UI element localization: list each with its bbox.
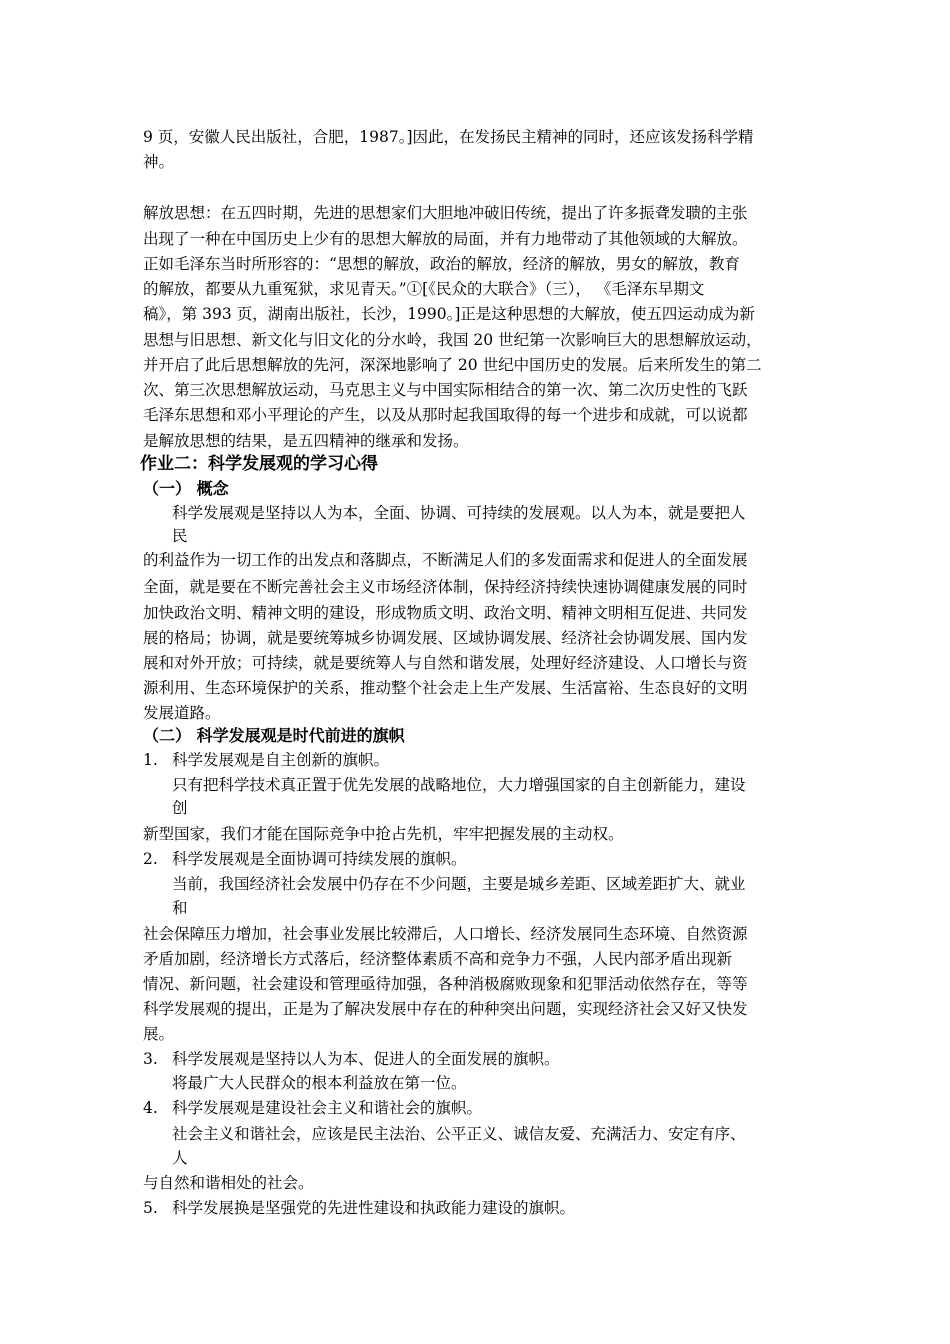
text-line: 矛盾加剧，经济增长方式落后，经济整体素质不高和竞争力不强，人民内部矛盾出现新 (143, 950, 733, 968)
text-line: 将最广大人民群众的根本利益放在第一位。 (172, 1074, 467, 1092)
text-line: 社会主义和谐社会，应该是民主法治、公平正义、诚信友爱、充满活力、安定有序、 (172, 1125, 746, 1143)
text-line: 源利用、生态环境保护的关系，推动整个社会走上生产发展、生活富裕、生态良好的文明 (143, 679, 748, 697)
text-line: 是解放思想的结果，是五四精神的继承和发扬。 (143, 432, 469, 450)
assignment-heading: 作业二：科学发展观的学习心得 (140, 454, 378, 474)
text-line: 加快政治文明、精神文明的建设，形成物质文明、政治文明、精神文明相互促进、共同发 (143, 604, 748, 622)
list-number: 5. (143, 1199, 158, 1217)
list-number: 2. (143, 850, 158, 868)
text-line: 发展道路。 (143, 704, 221, 722)
text-line: 全面，就是要在不断完善社会主义市场经济体制，保持经济持续快速协调健康发展的同时 (143, 578, 748, 596)
text-line: 思想与旧思想、新文化与旧文化的分水岭，我国 20 世纪第一次影响巨大的思想解放运动， (143, 331, 762, 349)
list-number: 4. (143, 1099, 158, 1117)
text-line: 科学发展观的提出，正是为了解决发展中存在的种种突出问题，实现经济社会又好又快发 (143, 1000, 748, 1018)
list-number: 3. (143, 1050, 158, 1068)
section-heading: （一） 概念 (143, 479, 229, 498)
list-number: 1. (143, 751, 158, 769)
list-item-title: 科学发展观是自主创新的旗帜。 (172, 751, 390, 769)
list-item-title: 科学发展观是坚持以人为本、促进人的全面发展的旗帜。 (172, 1050, 560, 1068)
text-line: 稿》，第 393 页，湖南出版社，长沙，1990。]正是这种思想的大解放，使五四运动成为新 (143, 305, 755, 323)
text-line: 出现了一种在中国历史上少有的思想大解放的局面，并有力地带动了其他领域的大解放。 (143, 230, 748, 248)
text-line: 毛泽东思想和邓小平理论的产生，以及从那时起我国取得的每一个进步和成就，可以说都 (143, 406, 748, 424)
text-line: 次、第三次思想解放运动，马克思主义与中国实际相结合的第一次、第二次历史性的飞跃 (143, 381, 748, 399)
text-line: 只有把科学技术真正置于优先发展的战略地位，大力增强国家的自主创新能力，建设 (172, 776, 746, 794)
text-line: 展的格局；协调，就是要统筹城乡协调发展、区域协调发展、经济社会协调发展、国内发 (143, 629, 748, 647)
text-line: 人 (172, 1149, 188, 1167)
text-line: 展和对外开放；可持续，就是要统筹人与自然和谐发展，处理好经济建设、人口增长与资 (143, 654, 748, 672)
text-line: 和 (172, 899, 188, 917)
text-line: 展。 (143, 1025, 175, 1043)
text-line: 民 (172, 527, 188, 545)
text-line: 9 页，安徽人民出版社，合肥，1987。]因此，在发扬民主精神的同时，还应该发扬科学精 (143, 128, 754, 146)
text-line: 新型国家，我们才能在国际竞争中抢占先机，牢牢把握发展的主动权。 (143, 825, 624, 843)
text-line: 创 (172, 799, 188, 817)
section-heading: （二） 科学发展观是时代前进的旗帜 (143, 726, 405, 745)
list-item-title: 科学发展观是全面协调可持续发展的旗帜。 (172, 850, 467, 868)
text-line: 科学发展观是坚持以人为本，全面、协调、可持续的发展观。以人为本，就是要把人 (172, 504, 746, 522)
text-line: 情况、新问题，社会建设和管理亟待加强，各种消极腐败现象和犯罪活动依然存在，等等 (143, 975, 748, 993)
list-item-title: 科学发展观是建设社会主义和谐社会的旗帜。 (172, 1099, 483, 1117)
text-line: 解放思想：在五四时期，先进的思想家们大胆地冲破旧传统，提出了许多振聋发聩的主张 (143, 204, 748, 222)
list-item-title: 科学发展换是坚强党的先进性建设和执政能力建设的旗帜。 (172, 1199, 576, 1217)
text-line: 神。 (143, 153, 175, 171)
text-line: 并开启了此后思想解放的先河，深深地影响了 20 世纪中国历史的发展。后来所发生的第二 (143, 356, 762, 374)
text-line: 社会保障压力增加，社会事业发展比较滞后，人口增长、经济发展同生态环境、自然资源 (143, 925, 748, 943)
text-line: 正如毛泽东当时所形容的：“思想的解放，政治的解放，经济的解放，男女的解放，教育 (143, 255, 740, 273)
text-line: 当前，我国经济社会发展中仍存在不少问题，主要是城乡差距、区域差距扩大、就业 (172, 875, 746, 893)
text-line: 的利益作为一切工作的出发点和落脚点，不断满足人们的多发面需求和促进人的全面发展 (143, 551, 748, 569)
text-line: 的解放，都要从九重冤狱，求见青天。”①[《民众的大联合》（三）， 《毛泽东早期文 (143, 280, 705, 298)
text-line: 与自然和谐相处的社会。 (143, 1174, 314, 1192)
